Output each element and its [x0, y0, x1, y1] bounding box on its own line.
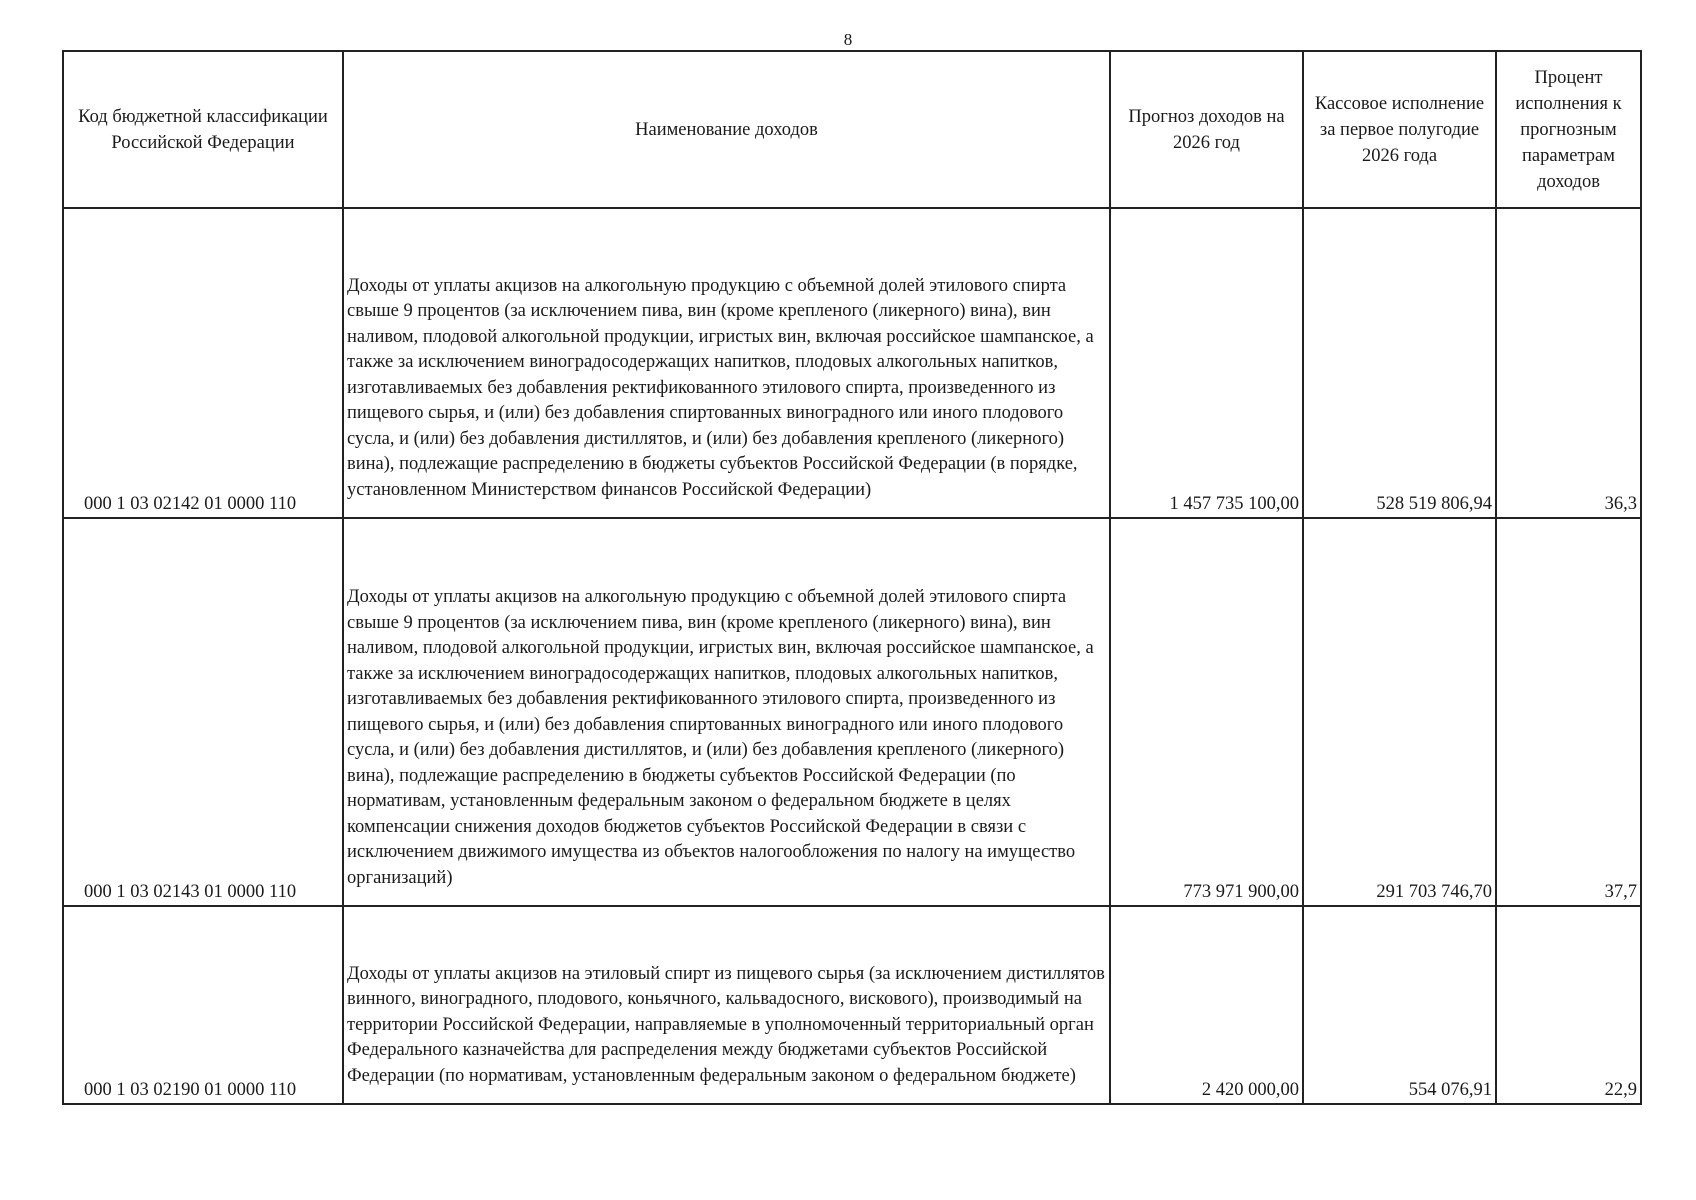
header-cash: Кассовое исполнение за первое полугодие 2026 года: [1303, 51, 1496, 208]
cell-forecast: 1 457 735 100,00: [1110, 208, 1303, 518]
header-forecast: Прогноз доходов на 2026 год: [1110, 51, 1303, 208]
revenue-table: [62, 50, 1642, 1105]
cell-percent: 36,3: [1496, 208, 1641, 518]
table-row: [63, 518, 1641, 906]
table-row: [63, 208, 1641, 518]
header-name: Наименование доходов: [343, 51, 1110, 208]
table-row: [63, 906, 1641, 1104]
cell-name: Доходы от уплаты акцизов на алкогольную продукцию с объемной долей этилового спирта свыше 9 процентов (за исключением пива, вин (кроме крепленого (ликерного) вина), вин наливом, плодовой алкогольной продукции, игристых вин, включая российское шампанское, а также за исключением виноградосодержащих напитков, плодовых алкогольных напитков, изготавливаемых без добавления ректификованного этилового спирта, произведенного из пищевого сырья, и (или) без добавления спиртованных виноградного или иного плодового сусла, и (или) без добавления дистиллятов, и (или) без добавления крепленого (ликерного) вина), подлежащие распределению в бюджеты субъектов Российской Федерации (по нормативам, установленным федеральным законом о федеральном бюджете в целях компенсации снижения доходов бюджетов субъектов Российской Федерации в связи с исключением движимого имущества из объектов налогообложения по налогу на имущество организаций): [343, 518, 1110, 906]
cell-forecast: 2 420 000,00: [1110, 906, 1303, 1104]
header-code: Код бюджетной классификации Российской Федерации: [63, 51, 343, 208]
cell-forecast: 773 971 900,00: [1110, 518, 1303, 906]
cell-percent: 37,7: [1496, 518, 1641, 906]
cell-name: Доходы от уплаты акцизов на алкогольную продукцию с объемной долей этилового спирта свыше 9 процентов (за исключением пива, вин (кроме крепленого (ликерного) вина), вин наливом, плодовой алкогольной продукции, игристых вин, включая российское шампанское, а также за исключением виноградосодержащих напитков, плодовых алкогольных напитков, изготавливаемых без добавления ректификованного этилового спирта, произведенного из пищевого сырья, и (или) без добавления спиртованных виноградного или иного плодового сусла, и (или) без добавления дистиллятов, и (или) без добавления крепленого (ликерного) вина), подлежащие распределению в бюджеты субъектов Российской Федерации (в порядке, установленном Министерством финансов Российской Федерации): [343, 208, 1110, 518]
cell-code: 000 1 03 02190 01 0000 110: [63, 906, 343, 1104]
cell-name: Доходы от уплаты акцизов на этиловый спирт из пищевого сырья (за исключением дистиллятов винного, виноградного, плодового, коньячного, кальвадосного, вискового), производимый на территории Российской Федерации, направляемые в уполномоченный территориальный орган Федерального казначейства для распределения между бюджетами субъектов Российской Федерации (по нормативам, установленным федеральным законом о федеральном бюджете): [343, 906, 1110, 1104]
cell-code: 000 1 03 02142 01 0000 110: [63, 208, 343, 518]
header-percent: Процент исполнения к прогнозным параметрам доходов: [1496, 51, 1641, 208]
cell-cash: 554 076,91: [1303, 906, 1496, 1104]
table-header-row: [63, 51, 1641, 208]
cell-cash: 291 703 746,70: [1303, 518, 1496, 906]
cell-code: 000 1 03 02143 01 0000 110: [63, 518, 343, 906]
cell-cash: 528 519 806,94: [1303, 208, 1496, 518]
page-number: 8: [843, 30, 853, 49]
cell-percent: 22,9: [1496, 906, 1641, 1104]
